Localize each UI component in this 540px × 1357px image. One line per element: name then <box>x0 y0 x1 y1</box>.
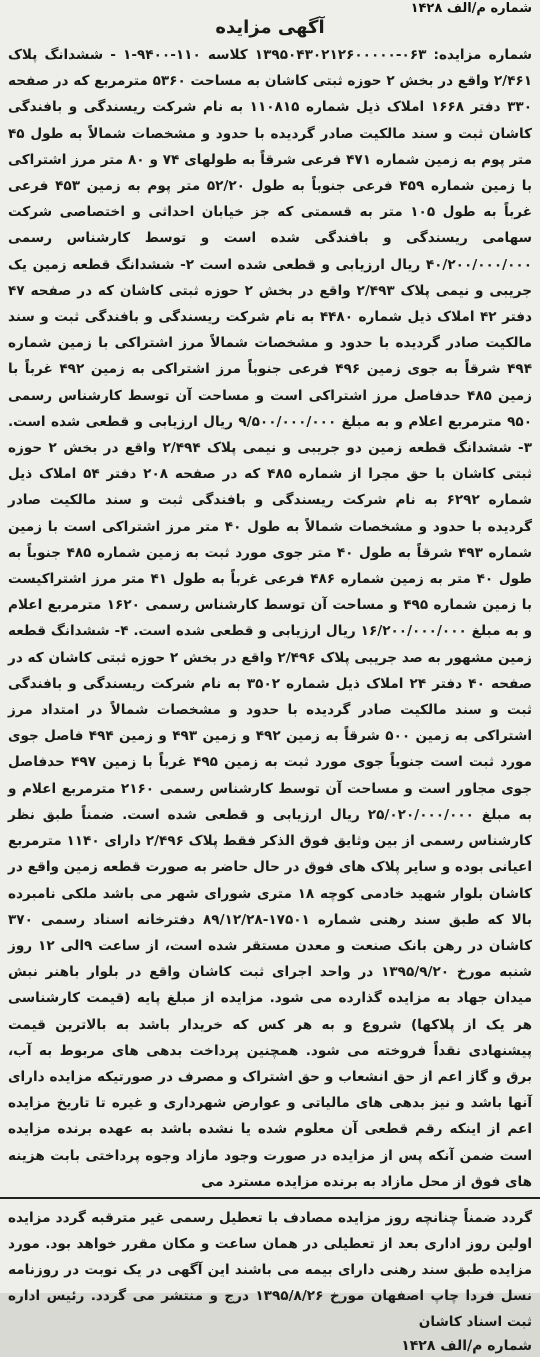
notice-reference-number: شماره م/الف ۱۴۲۸ <box>401 1337 532 1354</box>
notice-body: شماره مزایده: ۰۶۳-۱۳۹۵۰۴۳۰۲۱۲۶۰۰۰۰۰ کلاسه ۱۱۰-۹۴۰۰-۱ - ششدانگ پلاک ۲/۴۶۱ واقع در بخش ۲ حوزه ثبتی کاشان به مساحت ۵۳۶۰ مترمربع که در صفحه ۳۳۰ دفتر ۱۶۶۸ املاک ذیل شماره ۱۱۰۸۱۵ به نام شرکت ریسندگی و بافندگی کاشان ثبت و سند مالکیت صادر گردیده با حدود و مشخصات شمالاً به طول ۴۵ متر پوم به زمین شماره ۴۷۱ فرعی شرقاً به طولهای ۷۴ و ۸۰ متر مرز اشتراکی با زمین شماره ۴۵۹ فرعی جنوباً به طول ۵۲/۲۰ متر پوم به زمین ۴۵۳ فرعی غرباً به طول ۱۰۵ متر به قسمتی که جز خیابان احداثی و اختصاصی شرکت سهامی ریسندگی و بافندگی شده است و توسط کارشناس رسمی ۴۰/۲۰۰/۰۰۰/۰۰۰ ریال ارزیابی و قطعی شده است ۲- ششدانگ قطعه زمین یک جریبی و نیمی پلاک ۲/۴۹۳ واقع در بخش ۲ حوزه ثبتی کاشان که در صفحه ۴۷ دفتر ۴۲ املاک ذیل شماره ۴۴۸۰ به نام شرکت ریسندگی و بافندگی ثبت و سند مالکیت صادر گردیده با حدود و مشخصات شمالاً مرز اشتراکی با زمین شماره ۴۹۴ شرقاً به جوی زمین ۴۹۶ فرعی جنوباً مرز اشتراکی به زمین ۴۹۲ غرباً با زمین ۴۸۵ حدفاصل مرز اشتراکی است و مساحت آن توسط کارشناس رسمی ۹۵۰ مترمربع اعلام و به مبلغ ۹/۵۰۰/۰۰۰/۰۰۰ ریال ارزیابی و قطعی شده است. ۳- ششدانگ قطعه زمین دو جریبی و نیمی پلاک ۲/۴۹۴ واقع در بخش ۲ حوزه ثبتی کاشان با حق مجرا از شماره ۴۸۵ که در صفحه ۲۰۸ دفتر ۵۴ املاک ذیل شماره ۶۲۹۲ به نام شرکت ریسندگی و بافندگی ثبت و سند مالکیت صادر گردیده با حدود و مشخصات شمالاً به طول ۴۰ متر مرز اشتراکی است با زمین شماره ۴۹۳ شرقاً به طول ۴۰ متر جوی مورد ثبت به زمین شماره ۴۸۵ جنوباً به طول ۴۰ متر به زمین شماره ۴۸۶ فرعی غرباً به طول ۴۱ متر مرز اشتراکیست با زمین شماره ۴۹۵ و مساحت آن توسط کارشناس رسمی ۱۶۲۰ مترمربع اعلام و به مبلغ ۱۶/۲۰۰/۰۰۰/۰۰۰ ریال ارزیابی و قطعی شده است. ۴- ششدانگ قطعه زمین مشهور به صد جریبی پلاک ۲/۴۹۶ واقع در بخش ۲ حوزه ثبتی کاشان که در صفحه ۴۰ دفتر ۲۴ املاک ذیل شماره ۳۵۰۲ به نام شرکت ریسندگی و بافندگی ثبت و سند مالکیت صادر گردیده با حدود و مشخصات شمالاً در امتداد مرز اشتراکی به زمین ۵۰۰ شرقاً به زمین ۴۹۲ و زمین ۴۹۳ و زمین ۴۹۴ فاصل جوی مورد ثبت است جنوباً جوی مورد ثبت به زمین ۴۹۵ غرباً با زمین ۴۹۷ حدفاصل جوی مجاور است و مساحت آن توسط کارشناس رسمی ۲۱۶۰ مترمربع اعلام و به مبلغ ۲۵/۰۲۰/۰۰۰/۰۰۰ ریال ارزیابی و قطعی شده است. ضمناً طبق نظر کارشناس رسمی از بین وثایق فوق الذکر فقط پلاک ۲/۴۹۶ دارای ۱۱۴۰ مترمربع اعیانی بوده و سایر پلاک های فوق در حال حاضر به صورت قطعه زمین واقع در کاشان بلوار شهید خادمی کوچه ۱۸ متری شورای شهر می باشد ملکی نامبرده بالا که طبق سند رهنی شماره ۱۷۵۰۱-۸۹/۱۲/۲۸ دفترخانه اسناد رسمی ۳۷۰ کاشان در رهن بانک صنعت و معدن مستقر شده است، از ساعت ۹الی ۱۲ روز شنبه مورخ ۱۳۹۵/۹/۲۰ در واحد اجرای ثبت کاشان واقع در بلوار باهنر نبش میدان جهاد به مزایده گذارده می شود. مزایده از مبلغ پایه (قیمت کارشناسی هر یک از پلاکها) شروع و به هر کس که خریدار باشد به بالاترین قیمت پیشنهادی نقداً فروخته می شود. همچنین پرداخت بدهی های مربوط به آب، برق و گاز اعم از حق انشعاب و حق اشتراک و مصرف در صورتیکه مزایده دارای آنها باشد و نیز بدهی های مالیاتی و عوارض شهرداری و غیره تا تاریخ مزایده اعم از اینکه رقم قطعی آن معلوم شده یا نشده باشد به عهده برنده مزایده است ضمن آنکه پس از مزایده در صورت وجود مازاد وجوه پرداختی بابت هزینه های فوق از محل مازاد به برنده مزایده مسترد می <box>8 47 533 1190</box>
clipping-divider <box>0 1197 540 1199</box>
notice-closing-text: گردد ضمناً چنانچه روز مزایده مصادف با تعطیل رسمی غیر مترقبه گردد مزایده اولین روز اداری بعد از تعطیلی در همان ساعت و مکان مقرر خواهد بود. مورد مزایده طبق سند رهنی دارای بیمه می باشند این آگهی در یک نوبت در روزنامه نسل فردا چاپ اصفهان مورخ ۱۳۹۵/۸/۲۶ درج و منتشر می گردد. رئیس اداره ثبت اسناد کاشان <box>8 1209 532 1330</box>
notice-title: آگهی مزایده <box>215 17 325 38</box>
clipped-header-text: شماره م/الف ۱۴۲۸ <box>410 1 532 16</box>
